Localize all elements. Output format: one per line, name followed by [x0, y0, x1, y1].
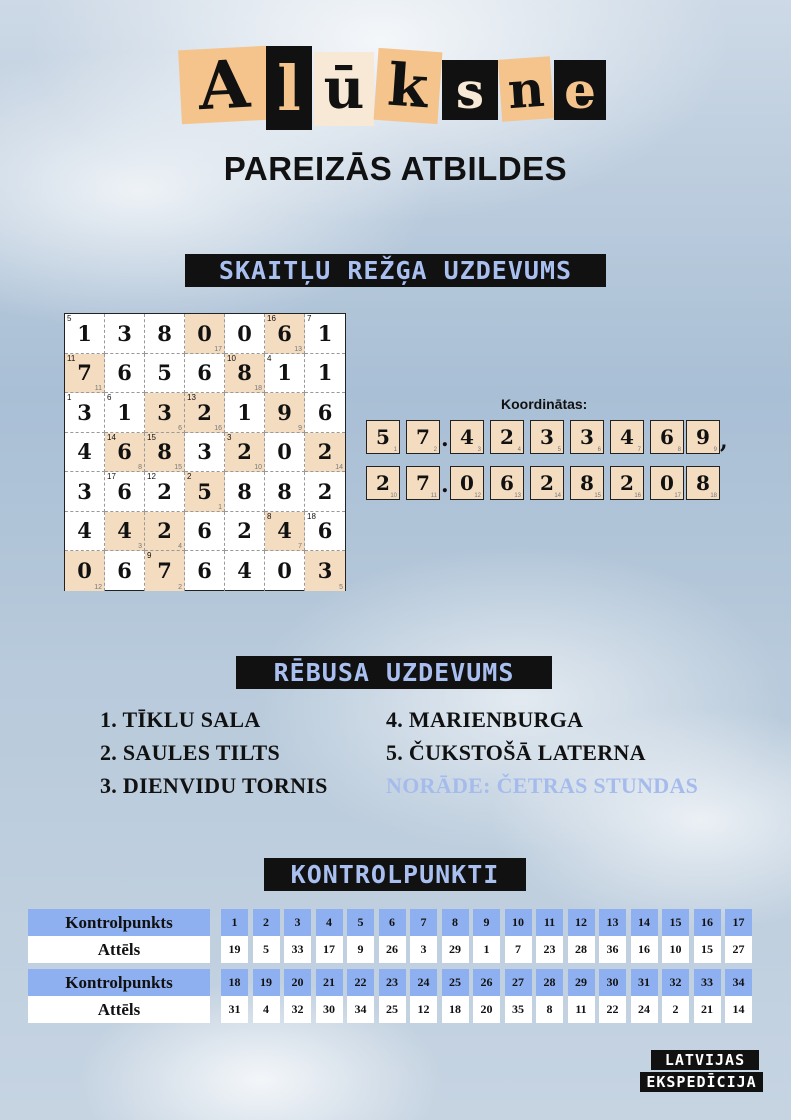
grid-cell-value: 0 [277, 439, 292, 465]
checkpoint-number: 11 [536, 909, 563, 936]
checkpoint-number: 7 [410, 909, 437, 936]
grid-cell-value: 2 [197, 399, 212, 425]
coordinate-digit-value: 7 [416, 471, 430, 495]
logo-line-1: LATVIJAS [651, 1050, 759, 1070]
checkpoint-number: 24 [410, 969, 437, 996]
grid-cell-index: 6 [178, 424, 182, 432]
grid-cell [145, 551, 185, 591]
image-number: 10 [662, 936, 689, 963]
grid-cell-value: 1 [317, 320, 333, 346]
coordinate-digit [530, 420, 564, 454]
grid-cell-clue: 18 [307, 511, 316, 521]
image-number: 30 [316, 996, 343, 1023]
grid-cell-value: 6 [117, 439, 132, 465]
grid-cell-value: 8 [277, 478, 292, 504]
grid-cell [65, 314, 105, 354]
checkpoint-number: 32 [662, 969, 689, 996]
checkpoint-number: 2 [253, 909, 280, 936]
grid-cell [225, 314, 265, 354]
grid-cell-value: 5 [157, 360, 172, 386]
grid-cell [65, 354, 105, 394]
checkpoint-number: 29 [568, 969, 595, 996]
coordinate-digit-value: 2 [376, 471, 390, 495]
checkpoint-number: 5 [347, 909, 374, 936]
grid-cell [105, 393, 145, 433]
grid-cell-value: 1 [277, 360, 292, 386]
grid-cell [225, 551, 265, 591]
latvijas-ekspedicija-logo [640, 1050, 763, 1094]
grid-cell [265, 472, 305, 512]
grid-cell [145, 472, 185, 512]
coordinate-digit-value: 9 [696, 425, 710, 449]
grid-cell-value: 5 [197, 478, 212, 504]
grid-cell [265, 433, 305, 473]
grid-cell [225, 472, 265, 512]
grid-cell [65, 433, 105, 473]
checkpoint-number: 25 [442, 969, 469, 996]
grid-cell-clue: 11 [67, 353, 76, 363]
checkpoint-number: 33 [694, 969, 721, 996]
grid-cell [265, 512, 305, 552]
grid-cell-clue: 9 [147, 551, 152, 560]
grid-cell [225, 433, 265, 473]
grid-cell-index: 4 [178, 543, 182, 550]
coordinate-digit-value: 6 [660, 425, 674, 449]
image-number: 8 [536, 996, 563, 1023]
grid-cell-index: 3 [138, 543, 142, 550]
grid-cell-value: 3 [317, 558, 333, 584]
coordinate-digit [366, 420, 400, 454]
coordinate-digit-index: 15 [594, 493, 601, 499]
rebus-answer-3: 3. DIENVIDU TORNIS [100, 773, 328, 798]
title-letter: n [498, 56, 554, 121]
grid-cell-value: 3 [117, 320, 132, 346]
grid-cell-value: 4 [277, 518, 292, 544]
coordinate-digit-index: 5 [557, 447, 561, 453]
grid-cell [305, 551, 345, 591]
logo-line-2: EKSPEDĪCIJA [640, 1072, 763, 1092]
grid-cell-value: 1 [237, 399, 252, 425]
grid-cell-index: 10 [254, 464, 262, 471]
grid-cell-value: 4 [117, 518, 132, 544]
image-number: 2 [662, 996, 689, 1023]
grid-cell-value: 6 [197, 558, 212, 584]
coordinate-digit [650, 420, 684, 454]
grid-cell [185, 472, 225, 512]
grid-cell-clue: 7 [307, 314, 312, 323]
grid-cell-clue: 5 [67, 314, 72, 323]
image-number: 26 [379, 936, 406, 963]
coordinate-digit [530, 466, 564, 500]
grid-cell [65, 512, 105, 552]
grid-cell [105, 314, 145, 354]
grid-cell [105, 512, 145, 552]
grid-cell-value: 8 [237, 360, 252, 386]
grid-cell-clue: 3 [227, 432, 232, 442]
coordinate-digit-value: 2 [620, 471, 634, 495]
grid-cell-index: 16 [214, 424, 222, 432]
grid-cell-clue: 13 [187, 393, 196, 402]
grid-cell-clue: 12 [147, 472, 156, 481]
checkpoint-number: 14 [631, 909, 658, 936]
grid-cell-value: 1 [77, 320, 92, 346]
coordinate-digit [406, 420, 440, 454]
grid-cell-value: 6 [117, 558, 132, 584]
checkpoint-number: 21 [316, 969, 343, 996]
image-number: 23 [536, 936, 563, 963]
grid-cell [105, 354, 145, 394]
grid-cell-value: 9 [277, 399, 292, 425]
image-number: 31 [221, 996, 248, 1023]
image-number: 20 [473, 996, 500, 1023]
grid-cell-value: 6 [197, 518, 212, 544]
grid-cell [185, 393, 225, 433]
coordinate-digit-index: 3 [477, 447, 481, 453]
page-title [180, 42, 610, 132]
coordinate-digit-index: 17 [674, 493, 681, 499]
grid-cell [105, 472, 145, 512]
coordinate-digit-value: 5 [376, 425, 390, 449]
grid-cell [265, 393, 305, 433]
title-letter: s [442, 60, 498, 120]
image-number: 36 [599, 936, 626, 963]
checkpoint-number: 19 [253, 969, 280, 996]
grid-cell-clue: 6 [107, 393, 112, 402]
image-number: 7 [505, 936, 532, 963]
decimal-point: . [441, 472, 449, 498]
image-number: 27 [725, 936, 752, 963]
coordinate-digit-value: 8 [696, 471, 710, 495]
image-number: 1 [473, 936, 500, 963]
coordinate-digit-index: 13 [514, 493, 521, 499]
checkpoint-number: 31 [631, 969, 658, 996]
grid-cell-value: 7 [157, 558, 172, 584]
checkpoint-number: 10 [505, 909, 532, 936]
grid-cell [305, 393, 345, 433]
image-number: 15 [694, 936, 721, 963]
coordinate-digit [650, 466, 684, 500]
checkpoint-number: 13 [599, 909, 626, 936]
coordinate-digit-value: 2 [540, 471, 554, 495]
coordinate-digit [490, 466, 524, 500]
grid-cell-value: 2 [157, 478, 172, 504]
image-number: 4 [253, 996, 280, 1023]
grid-cell-index: 1 [218, 503, 222, 511]
coordinate-digit-value: 2 [500, 425, 514, 449]
grid-cell-value: 0 [77, 558, 92, 584]
grid-cell-index: 15 [174, 464, 182, 471]
grid-cell [65, 551, 105, 591]
coordinate-digit-index: 1 [393, 447, 397, 453]
coordinate-digit [610, 466, 644, 500]
checkpoint-number: 8 [442, 909, 469, 936]
checkpoint-label: Kontrolpunkts [28, 909, 210, 936]
grid-cell-index: 17 [214, 345, 222, 353]
coordinate-digit-value: 3 [540, 425, 554, 449]
coordinate-digit-index: 11 [430, 493, 437, 499]
checkpoint-number: 34 [725, 969, 752, 996]
coordinate-digit-value: 3 [580, 425, 594, 449]
title-letter: e [554, 60, 606, 120]
grid-cell [265, 314, 305, 354]
grid-cell-index: 2 [178, 583, 182, 591]
image-number: 34 [347, 996, 374, 1023]
grid-cell-value: 2 [237, 518, 252, 544]
grid-cell [185, 314, 225, 354]
grid-cell-value: 0 [237, 320, 252, 346]
page-subtitle: PAREIZĀS ATBILDES [223, 150, 568, 187]
checkpoint-number: 1 [221, 909, 248, 936]
grid-cell-index: 8 [138, 464, 142, 471]
checkpoint-number: 17 [725, 909, 752, 936]
grid-cell-value: 3 [157, 399, 172, 425]
image-number: 33 [284, 936, 311, 963]
coordinate-digit-value: 4 [460, 425, 474, 449]
coordinate-digit-value: 8 [580, 471, 594, 495]
coordinate-digit [406, 466, 440, 500]
checkpoints-section-title: KONTROLPUNKTI [264, 858, 526, 891]
grid-cell-value: 2 [317, 439, 333, 465]
grid-cell-value: 2 [237, 439, 252, 465]
rebus-section-title: RĒBUSA UZDEVUMS [236, 656, 552, 689]
grid-cell-index: 11 [94, 385, 102, 392]
image-number: 32 [284, 996, 311, 1023]
checkpoint-number: 20 [284, 969, 311, 996]
grid-cell-value: 1 [317, 360, 333, 386]
image-number: 22 [599, 996, 626, 1023]
grid-cell [105, 433, 145, 473]
grid-cell [145, 393, 185, 433]
checkpoint-label: Kontrolpunkts [28, 969, 210, 996]
grid-cell-index: 18 [254, 385, 262, 392]
coordinate-digit [450, 420, 484, 454]
checkpoint-number: 15 [662, 909, 689, 936]
grid-cell-value: 6 [117, 478, 132, 504]
grid-section-title: SKAITĻU REŽĢA UZDEVUMS [185, 254, 606, 287]
rebus-answer-2: 2. SAULES TILTS [100, 740, 280, 765]
grid-cell-value: 0 [277, 558, 292, 584]
coordinate-digit-index: 9 [713, 447, 717, 453]
image-number: 18 [442, 996, 469, 1023]
grid-cell-value: 8 [237, 478, 252, 504]
grid-cell-index: 9 [298, 424, 302, 432]
coordinate-digit [686, 466, 720, 500]
grid-cell-clue: 14 [107, 432, 116, 442]
grid-cell-value: 7 [77, 360, 92, 386]
checkpoint-number: 12 [568, 909, 595, 936]
grid-cell [225, 512, 265, 552]
coordinate-digit [490, 420, 524, 454]
grid-cell [225, 393, 265, 433]
coordinate-digit [450, 466, 484, 500]
checkpoint-number: 9 [473, 909, 500, 936]
image-number: 35 [505, 996, 532, 1023]
grid-cell-value: 4 [237, 558, 252, 584]
coordinate-digit [570, 420, 604, 454]
checkpoint-number: 28 [536, 969, 563, 996]
grid-cell-value: 1 [117, 399, 132, 425]
coordinate-digit-value: 4 [620, 425, 634, 449]
coordinate-digit-value: 0 [660, 471, 674, 495]
number-grid [64, 313, 346, 591]
grid-cell [305, 472, 345, 512]
coordinates-label: Koordinātas: [501, 396, 588, 412]
grid-cell [145, 433, 185, 473]
checkpoint-number: 6 [379, 909, 406, 936]
grid-cell [145, 314, 185, 354]
coordinate-digit [570, 466, 604, 500]
grid-cell [265, 354, 305, 394]
coordinate-digit-index: 14 [554, 493, 561, 499]
coordinate-digit-index: 2 [433, 447, 437, 453]
grid-cell-value: 0 [197, 320, 212, 346]
grid-cell-clue: 8 [267, 511, 272, 521]
coordinate-digit-index: 7 [637, 447, 641, 453]
coordinate-digit [610, 420, 644, 454]
grid-cell [305, 354, 345, 394]
rebus-hint: NORĀDE: ČETRAS STUNDAS [386, 773, 699, 798]
grid-cell-index: 7 [298, 543, 302, 550]
grid-cell-value: 6 [317, 399, 333, 425]
grid-cell-value: 3 [77, 478, 92, 504]
image-number: 19 [221, 936, 248, 963]
image-label: Attēls [28, 936, 210, 963]
coordinate-digit-index: 8 [677, 447, 681, 453]
checkpoint-number: 18 [221, 969, 248, 996]
grid-cell [65, 472, 105, 512]
grid-cell-value: 6 [117, 360, 132, 386]
grid-cell [305, 512, 345, 552]
grid-cell [185, 433, 225, 473]
coordinate-digit-value: 7 [416, 425, 430, 449]
grid-cell-value: 4 [77, 518, 92, 544]
grid-cell-index: 14 [335, 464, 343, 471]
coordinate-digit-index: 6 [597, 447, 601, 453]
grid-cell-clue: 16 [267, 314, 276, 323]
grid-cell-index: 13 [294, 345, 302, 353]
checkpoint-number: 23 [379, 969, 406, 996]
grid-cell-value: 2 [317, 478, 333, 504]
title-letter: ū [314, 52, 374, 126]
rebus-answer-1: 1. TĪKLU SALA [100, 707, 261, 732]
image-number: 25 [379, 996, 406, 1023]
checkpoint-number: 16 [694, 909, 721, 936]
checkpoint-number: 4 [316, 909, 343, 936]
image-number: 16 [631, 936, 658, 963]
coordinate-digit-index: 18 [710, 493, 717, 499]
grid-cell [185, 551, 225, 591]
grid-cell-value: 6 [277, 320, 292, 346]
coordinate-digit-value: 6 [500, 471, 514, 495]
grid-cell [305, 433, 345, 473]
coordinate-digit-index: 16 [634, 493, 641, 499]
image-number: 12 [410, 996, 437, 1023]
coordinate-digit-index: 4 [517, 447, 521, 453]
grid-cell-clue: 17 [107, 472, 116, 481]
checkpoint-number: 3 [284, 909, 311, 936]
grid-cell-value: 3 [197, 439, 212, 465]
grid-cell-value: 6 [197, 360, 212, 386]
coordinate-digit-index: 12 [474, 493, 481, 499]
grid-cell [305, 314, 345, 354]
grid-cell-clue: 4 [267, 353, 272, 363]
grid-cell [225, 354, 265, 394]
grid-cell-value: 4 [77, 439, 92, 465]
title-letter: k [374, 48, 443, 124]
grid-cell [145, 354, 185, 394]
coordinate-digit [686, 420, 720, 454]
image-number: 17 [316, 936, 343, 963]
grid-cell-clue: 10 [227, 353, 236, 363]
image-number: 14 [725, 996, 752, 1023]
image-number: 24 [631, 996, 658, 1023]
rebus-answer-5: 5. ČUKSTOŠĀ LATERNA [386, 740, 646, 765]
coordinate-comma: , [720, 428, 728, 454]
image-number: 9 [347, 936, 374, 963]
decimal-point: . [441, 426, 449, 452]
image-number: 28 [568, 936, 595, 963]
checkpoint-number: 30 [599, 969, 626, 996]
grid-cell-index: 5 [339, 583, 343, 591]
coordinate-digit-value: 0 [460, 471, 474, 495]
grid-cell-value: 2 [157, 518, 172, 544]
image-number: 21 [694, 996, 721, 1023]
grid-cell-value: 8 [157, 320, 172, 346]
rebus-answer-4: 4. MARIENBURGA [386, 707, 584, 732]
grid-cell [145, 512, 185, 552]
grid-cell-value: 6 [317, 518, 333, 544]
image-label: Attēls [28, 996, 210, 1023]
checkpoint-number: 22 [347, 969, 374, 996]
image-number: 5 [253, 936, 280, 963]
grid-cell [185, 354, 225, 394]
grid-cell [265, 551, 305, 591]
grid-cell [185, 512, 225, 552]
grid-cell [65, 393, 105, 433]
coordinate-digit [366, 466, 400, 500]
grid-cell-value: 8 [157, 439, 172, 465]
image-number: 3 [410, 936, 437, 963]
grid-cell [105, 551, 145, 591]
grid-cell-index: 12 [94, 583, 102, 591]
title-letter: A [178, 46, 270, 125]
coordinate-digit-index: 10 [390, 493, 397, 499]
grid-cell-clue: 2 [187, 472, 192, 481]
image-number: 29 [442, 936, 469, 963]
title-letter: l [266, 46, 312, 130]
checkpoint-number: 26 [473, 969, 500, 996]
checkpoint-number: 27 [505, 969, 532, 996]
grid-cell-value: 3 [77, 399, 92, 425]
grid-cell-clue: 1 [67, 393, 72, 402]
image-number: 11 [568, 996, 595, 1023]
grid-cell-clue: 15 [147, 432, 156, 442]
